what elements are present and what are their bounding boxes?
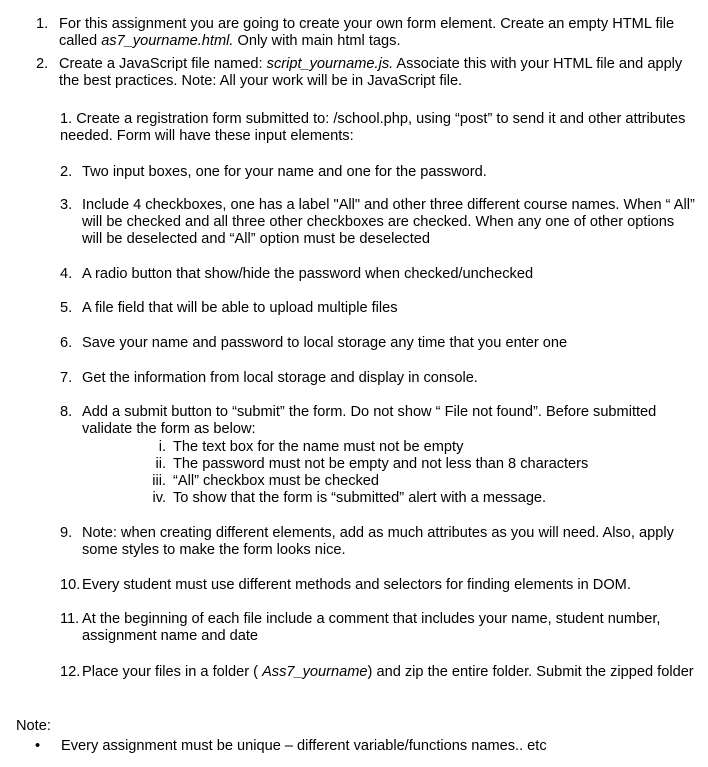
assignment-document: 1. For this assignment you are going to create your own form element. Create an empty HTML file called as7_yourname.html. Only with main html tags. 2. Create a JavaScript file named: script_yourname.js. Associate this with your HTML file and apply the best practices. Note: All your work will be in JavaScript file. 1. Create a registration form submitted to: /school.php, using “post” to send it and other attributes needed. Form will have these input elements: 2. Two input boxes, one for your name and one for the password. 3. Include 4 checkboxes, one has a label "All" and other three different course names. When “ All” will be checked and all three other checkboxes are checked. When any one of other options will be deselected and “All” option must be deselected 4. A radio button that show/hide the password when checked/unchecked 5. A file field that will be able to upload multiple files 6. Save your name and password to local storage any time that you enter one 7. Get the information from local storage and display in console. 8. Add a submit button to “submit” the form. Do not show “ File not found”. Before submitted validate the form as below: i. The text box for the name must not be empty ii. The password must not be empty and not less than 8 characters iii. “All” checkbox must be checked iv. To show that the form is “submitted” alert with a message. 9. Note: when creating different elements, add as much attributes as you will need. Also, apply some styles to make the form looks nice. 10. Every student must use different methods and selectors for finding elements in DOM. 11. At the beginning of each file include a comment that includes your name, student number, assignment name and date 12. Place your files in a folder ( Ass7_yourname) and zip the entire folder. Submit the zipped folder Note: • Every assignment must be unique – different variable/functions names.. etc [0, 0, 708, 767]
note-label: Note: [16, 718, 51, 734]
item-number: 1. [36, 16, 49, 32]
form-intro: 1. Create a registration form submitted to: /school.php, using “post” to send it and other attributes needed. Form will have these input elements: [60, 111, 686, 144]
filename: script_yourname.js. [266, 56, 394, 72]
item-number: 2. [36, 56, 49, 72]
filename: as7_yourname.html. [101, 33, 234, 49]
item-text: For this assignment you are going to create your own form element. Create an empty HTML file called as7_yourname.html. Only with main html tags. [59, 16, 675, 49]
note-bullet-text: Every assignment must be unique – different variable/functions names.. etc [61, 738, 547, 754]
item-text: Create a JavaScript file named: script_yourname.js. Associate this with your HTML file and apply the best practices. Note: All your work will be in JavaScript file. [59, 56, 683, 89]
folder-name: Ass7_yourname [262, 664, 368, 680]
bullet-icon: • [35, 738, 41, 754]
